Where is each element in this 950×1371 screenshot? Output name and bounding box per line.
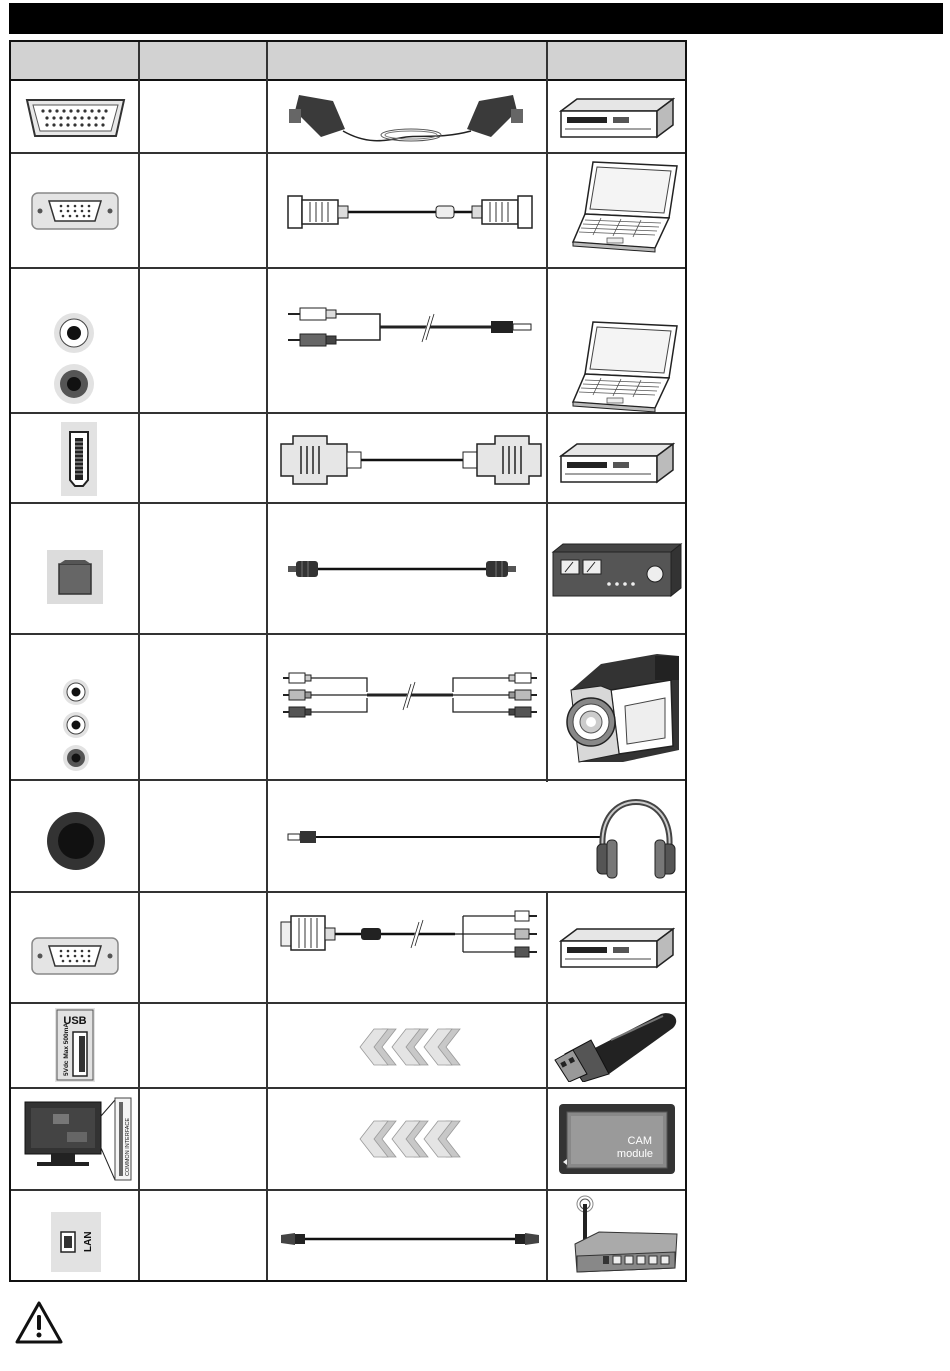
laptop-icon	[571, 160, 683, 254]
row-divider	[11, 1002, 685, 1004]
rca-to-jack-cable-icon	[286, 300, 536, 352]
row-divider	[11, 633, 685, 635]
av-rca-ports-icon	[61, 677, 91, 777]
column-divider-1	[138, 42, 140, 1280]
usb-port-icon	[55, 1008, 95, 1082]
hdmi-cable-icon	[279, 432, 543, 488]
optical-port-icon	[47, 550, 103, 604]
row-divider	[11, 502, 685, 504]
lan-port-label: LAN	[83, 1231, 94, 1252]
dvd-player-icon	[559, 442, 675, 486]
row-divider	[11, 152, 685, 154]
insert-arrows-icon	[356, 1027, 466, 1067]
lan-port-icon	[51, 1212, 101, 1272]
headphone-cable-icon	[286, 828, 606, 846]
usb-port-rating: 5Vdc Max 500mA	[63, 1022, 70, 1076]
vga-port-icon	[31, 937, 119, 975]
row-divider	[11, 1189, 685, 1191]
usb-stick-icon	[551, 1010, 679, 1082]
cam-label-line1: CAM	[627, 1135, 652, 1147]
scart-port-icon	[23, 92, 128, 142]
column-divider-2	[266, 42, 268, 1280]
row-divider	[11, 779, 685, 781]
title-bar	[9, 3, 943, 34]
camcorder-icon	[561, 650, 683, 768]
column-divider-3b	[546, 892, 548, 1280]
dvd-player-icon	[559, 927, 675, 971]
row-divider	[11, 1087, 685, 1089]
ci-slot-label: COMMON INTERFACE	[125, 1117, 131, 1176]
hdmi-port-icon	[61, 422, 97, 496]
cam-module-icon	[559, 1104, 675, 1174]
audio-amplifier-icon	[551, 542, 683, 598]
dvd-player-icon	[559, 97, 675, 141]
laptop-icon	[571, 320, 683, 414]
tv-ci-slot-icon	[23, 1094, 135, 1182]
cam-label-line2: module	[616, 1148, 653, 1160]
audio-rca-ports-icon	[53, 312, 99, 408]
table-header	[11, 42, 685, 81]
headphone-jack-icon	[45, 810, 107, 872]
vga-port-icon	[31, 192, 119, 230]
row-divider	[11, 267, 685, 269]
usb-port-label: USB	[63, 1015, 87, 1027]
warning-triangle-icon	[14, 1300, 64, 1346]
scart-cable-icon	[281, 87, 531, 147]
vga-to-component-cable-icon	[279, 906, 541, 962]
insert-arrows-icon	[356, 1119, 466, 1159]
ethernet-cable-icon	[279, 1227, 541, 1251]
headphones-icon	[593, 798, 679, 882]
row-divider	[11, 891, 685, 893]
optical-cable-icon	[286, 557, 536, 581]
rca-av-cable-icon	[281, 670, 539, 726]
connections-table	[9, 40, 687, 1282]
router-icon	[569, 1194, 681, 1276]
vga-cable-icon	[286, 190, 536, 234]
